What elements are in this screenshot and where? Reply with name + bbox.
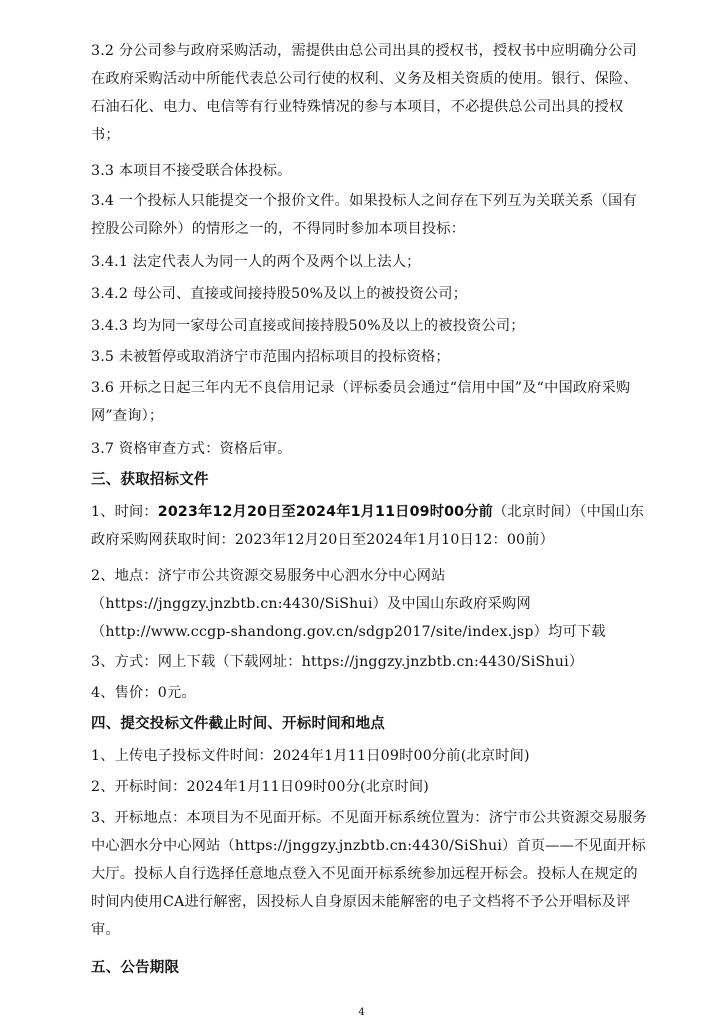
section-3-place: 2、地点：济宁市公共资源交易服务中心泗水分中心网站（https://jnggzy.jnzbtb.cn:4430/SiShui）及中国山东政府采购网（http://www.ccgp-shandong.gov.cn/sdgp2017/site/index.jsp）均可下载 xyxy=(91,568,606,640)
section-3-time xyxy=(91,498,651,554)
clause-3-7: 3.7 资格审查方式：资格后审。 xyxy=(91,441,292,457)
clause-3-4-1: 3.4.1 法定代表人为同一人的两个及两个以上法人； xyxy=(91,254,421,270)
clause-3-2: 3.2 分公司参与政府采购活动，需提供由总公司出具的授权书，授权书中应明确分公司在政府采购活动中所能代表总公司行使的权利、义务及相关资质的使用。银行、保险、石油石化、电力、电信等有行业特殊情况的参与本项目，不必提供总公司出具的授权书； xyxy=(91,43,638,143)
section-4-open-place: 3、开标地点：本项目为不见面开标。不见面开标系统位置为：济宁市公共资源交易服务中心泗水分中心网站（https://jnggzy.jnzbtb.cn:4430/SiShui）首页——不见面开标大厅。投标人自行选择任意地点登入不见面开标系统参加远程开标会。投标人在规定的时间内使用CA进行解密，因投标人自身原因未能解密的电子文档将不予公开唱标及评审。 xyxy=(91,810,647,938)
section-4-open-time: 2、开标时间：2024年1月11日09时00分(北京时间) xyxy=(91,779,430,795)
clause-3-4-3: 3.4.3 均为同一家母公司直接或间接持股50%及以上的被投资公司； xyxy=(91,318,525,334)
time-prefix: 1、时间： xyxy=(91,504,158,520)
clause-3-6: 3.6 开标之日起三年内无不良信用记录（评标委员会通过“信用中国”及“中国政府采购网”查询）； xyxy=(91,380,631,424)
section-3-heading: 三、获取招标文件 xyxy=(91,472,209,488)
page-number: 4 xyxy=(358,1007,365,1018)
section-3-price: 4、售价：0元。 xyxy=(91,685,196,701)
section-5-heading: 五、公告期限 xyxy=(91,960,180,976)
time-rest: （北京时间）（中国山东政府采购网获取时间：2023年12月20日至2024年1月10日12：00前） xyxy=(91,504,645,548)
section-4-heading: 四、提交投标文件截止时间、开标时间和地点 xyxy=(91,716,385,732)
clause-3-4-2: 3.4.2 母公司、直接或间接持股50%及以上的被投资公司； xyxy=(91,286,468,302)
section-4-upload-time: 1、上传电子投标文件时间：2024年1月11日09时00分前(北京时间) xyxy=(91,748,530,764)
time-period-bold: 2023年12月20日至2024年1月11日09时00分前 xyxy=(157,504,494,520)
clause-3-4: 3.4 一个投标人只能提交一个报价文件。如果投标人之间存在下列互为关联关系（国有控股公司除外）的情形之一的，不得同时参加本项目投标： xyxy=(91,193,637,237)
clause-3-5: 3.5 未被暂停或取消济宁市范围内招标项目的投标资格； xyxy=(91,349,450,365)
clause-3-3: 3.3 本项目不接受联合体投标。 xyxy=(91,163,292,179)
section-3-method: 3、方式：网上下载（下载网址：https://jnggzy.jnzbtb.cn:4430/SiShui） xyxy=(91,654,584,670)
